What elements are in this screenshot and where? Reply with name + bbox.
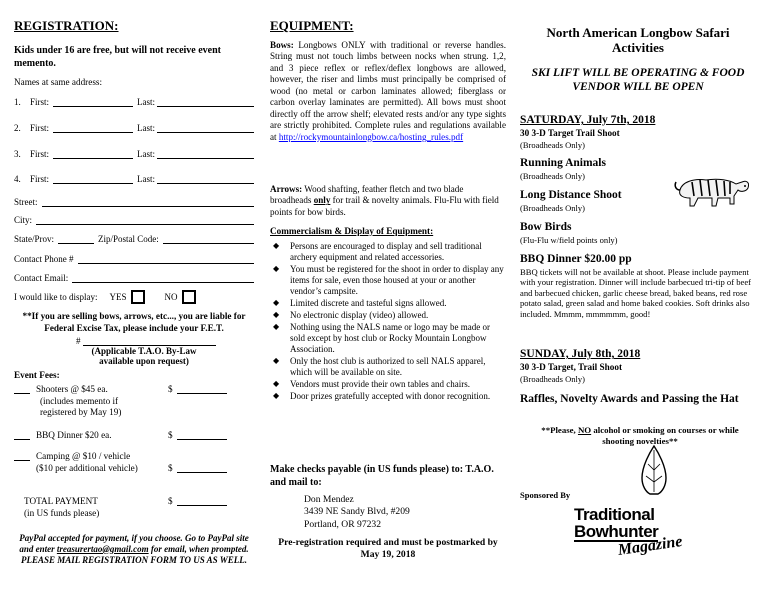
sat-event1: 30 3-D Target Trail Shoot [520,128,620,138]
sunday-heading: SUNDAY, July 8th, 2018 [520,348,641,360]
first-name-field-3[interactable] [53,149,133,159]
last-name-field-3[interactable] [157,149,254,159]
last-name-field-1[interactable] [157,97,254,107]
checks-payable: Make checks payable (in US funds please) to: T.A.O. and mail to: [270,464,494,488]
list-item: ◆ Door prizes gratefully accepted with donor recognition. [270,391,506,402]
tax-note: **If you are selling bows, arrows, etc..., you are liable for Federal Excise Tax, please include your F.E.T. [22,311,246,333]
fet-field[interactable] [83,336,217,346]
names-label: Names at same address: [14,77,103,87]
arrowhead-icon [636,444,672,498]
sponsored-by: Sponsored By [520,490,571,500]
commercialism-list [270,241,506,403]
raffles-title: Raffles, Novelty Awards and Passing the Hat [520,393,739,405]
city-row: City: [14,215,254,225]
saturday-heading: SATURDAY, July 7th, 2018 [520,114,656,126]
mailing-address: Don Mendez 3439 NE Sandy Blvd, #209 Portland, OR 97232 [304,494,410,530]
last-name-field-4[interactable] [157,174,254,184]
name-row: 2. First: Last: [14,123,254,133]
total-payment: TOTAL PAYMENT $ (in US funds please) [24,496,254,519]
list-item: ◆ Limited discrete and tasteful signs allowed. [270,298,506,309]
camping-amount-field[interactable] [177,463,227,473]
phone-row: Contact Phone # [14,254,254,264]
commercialism-title: Commercialism & Display of Equipment: [270,226,434,236]
last-name-field-2[interactable] [157,123,254,133]
event-fees-label: Event Fees: [14,370,60,380]
long-distance-title: Long Distance Shoot [520,189,622,201]
phone-field[interactable] [78,254,255,264]
bylaw-note: (Applicable T.A.O. By-Law available upon request) [91,346,197,367]
name-row: 4. First: Last: [14,174,254,184]
first-name-field-1[interactable] [53,97,133,107]
equipment-title: EQUIPMENT: [270,18,354,33]
registration-title: REGISTRATION: [14,18,119,33]
prereg-note: Pre-registration required and must be postmarked by May 19, 2018 [278,537,498,560]
display-no-checkbox[interactable] [182,290,196,304]
tiger-icon [672,168,754,210]
sun-event1: 30 3-D Target, Trail Shoot [520,362,623,372]
kids-note: Kids under 16 are free, but will not receive event memento. [14,45,222,69]
bows-rules: Bows: Longbows ONLY with traditional or reverse handles. String must not touch limbs between nocks when strung. 1,2, and 3 piece reflex or reflex/deflex longbows are allowed, however, the riser and limbs must principally be comprised of wood (no metal or carbon laminates allowed; fiberglass or carbon overlay laminates are permitted). All bows must shoot directly off the arrow shelf; elevated rests and/or any type sights are strictly prohibited. Complete rules and regulations available at http://rockymountainlongbow.ca/hosting_rules.pdf [270,40,506,142]
zip-field[interactable] [163,234,254,244]
activities-title: North American Longbow Safari Activities [546,25,730,55]
display-row: I would like to display: YES NO [14,290,254,304]
name-row: 1. First: Last: [14,97,254,107]
first-name-field-2[interactable] [53,123,133,133]
running-animals-title: Running Animals [520,157,606,169]
email-field[interactable] [72,273,254,283]
shooters-fee: Shooters @ $45 ea. $ (includes memento if registered by May 19) [14,384,254,419]
camping-fee: Camping @ $10 / vehicle ($10 per additional vehicle) $ [14,451,254,474]
list-item: ◆ Vendors must provide their own tables and chairs. [270,379,506,390]
shooters-qty-field[interactable] [14,384,30,394]
sponsor-logo: Traditional Bowhunter Magazine [574,505,684,559]
bbq-description: BBQ tickets will not be available at shoot. Please include payment with your registration. Dinner will include barbecued tri-tip of beef and barbecued chicken, garlic cheese bread, baked beans, red rose potato salad, green salad and home baked cookies. Soft drinks also included. Mmmm, mmmmmm, good! [520,267,752,319]
list-item: ◆ No electronic display (video) allowed. [270,310,506,321]
list-item: ◆ Only the host club is authorized to sell NALS apparel, which will be available on site. [270,356,506,378]
city-field[interactable] [36,215,254,225]
arrows-rules: Arrows: Wood shafting, feather fletch and two blade broadheads only for trail & novelty animals. Flu-Flu with field points for bow birds. [270,184,499,217]
state-field[interactable] [58,234,94,244]
list-item: ◆ You must be registered for the shoot in order to display any items for sale, even those housed at your or another vendor’s campsite. [270,264,506,297]
list-item: ◆ Persons are encouraged to display and sell traditional archery equipment and related accessories. [270,241,506,263]
street-field[interactable] [42,197,255,207]
list-item: ◆ Nothing using the NALS name or logo may be made or sold except by host club or Rocky Mountain Longbow Association. [270,322,506,355]
bbq-fee: BBQ Dinner $20 ea. $ [14,430,254,442]
paypal-email-link[interactable]: treasurertao@gmail.com [56,543,149,554]
paypal-note: PayPal accepted for payment, if you choose. Go to PayPal site and enter treasurertao@gmail.com for email, when prompted. PLEASE MAIL REGISTRATION FORM TO US AS WELL. [19,533,249,565]
alcohol-note: **Please, NO alcohol or smoking on courses or while shooting novelties** [541,425,739,446]
bbq-amount-field[interactable] [177,430,227,440]
rules-link[interactable]: http://rockymountainlongbow.ca/hosting_rules.pdf [278,131,464,142]
fet-row: # [76,336,216,346]
first-name-field-4[interactable] [53,174,133,184]
ski-lift-note: SKI LIFT WILL BE OPERATING & FOOD VENDOR WILL BE OPEN [531,67,745,93]
bbq-qty-field[interactable] [14,430,30,440]
total-amount-field[interactable] [177,496,227,506]
camping-qty-field[interactable] [14,451,30,461]
shooters-amount-field[interactable] [177,384,227,394]
display-yes-checkbox[interactable] [131,290,145,304]
bow-birds-title: Bow Birds [520,221,572,233]
email-row: Contact Email: [14,273,254,283]
state-zip-row: State/Prov: Zip/Postal Code: [14,234,254,244]
bbq-dinner-title: BBQ Dinner $20.00 pp [520,253,632,265]
street-row: Street: [14,197,254,207]
name-row: 3. First: Last: [14,149,254,159]
